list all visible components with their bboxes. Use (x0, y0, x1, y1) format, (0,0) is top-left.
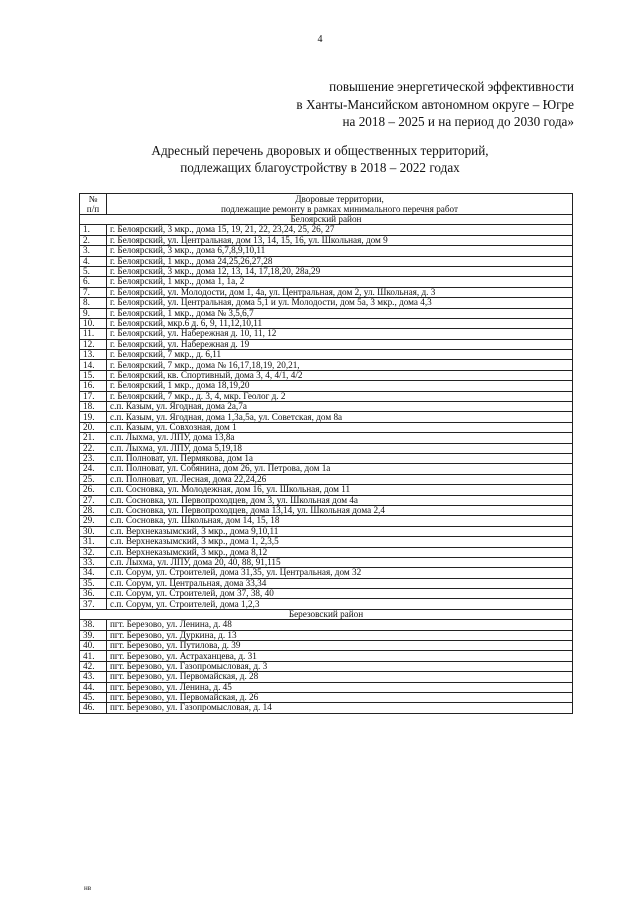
row-number: 10. (80, 318, 107, 328)
row-address: г. Белоярский, 3 мкр., дома 15, 19, 21, 22, 23,24, 25, 26, 27 (107, 225, 573, 235)
row-address: с.п. Лыхма, ул. ЛПУ, дома 5,19,18 (107, 443, 573, 453)
table-row (80, 453, 573, 463)
table-row (80, 661, 573, 671)
table-row (80, 682, 573, 692)
table-row (80, 298, 573, 308)
table-row (80, 568, 573, 578)
row-number: 42. (80, 661, 107, 671)
table-row (80, 277, 573, 287)
header-line: повышение энергетической эффективности (329, 79, 574, 94)
header-territory-line: подлежащие ремонту в рамках минимального перечня работ (220, 204, 459, 214)
row-address: пгт. Березово, ул. Первомайская, д. 28 (107, 672, 573, 682)
row-number: 27. (80, 495, 107, 505)
row-number: 38. (80, 620, 107, 630)
table-row (80, 474, 573, 484)
region-row (80, 215, 573, 225)
row-address: г. Белоярский, 1 мкр., дома № 3,5,6,7 (107, 308, 573, 318)
table-row (80, 485, 573, 495)
row-address: г. Белоярский, 7 мкр., д. 6,11 (107, 350, 573, 360)
row-address: пгт. Березово, ул. Газопромысловая, д. 14 (107, 703, 573, 713)
table-row (80, 651, 573, 661)
document-header (296, 78, 574, 131)
table-row (80, 391, 573, 401)
row-address: г. Белоярский, ул. Молодости, дом 1, 4а, ул. Центральная, дом 2, ул. Школьная, д. 3 (107, 287, 573, 297)
row-address: пгт. Березово, ул. Ленина, д. 48 (107, 620, 573, 630)
row-number: 14. (80, 360, 107, 370)
row-number: 7. (80, 287, 107, 297)
table-row (80, 641, 573, 651)
table-row (80, 630, 573, 640)
table-row (80, 225, 573, 235)
table-row (80, 381, 573, 391)
table-row (80, 266, 573, 276)
row-address: пгт. Березово, ул. Астраханцева, д. 31 (107, 651, 573, 661)
row-address: с.п. Полноват, ул. Лесная, дома 22,24,26 (107, 474, 573, 484)
table-row (80, 526, 573, 536)
row-number: 41. (80, 651, 107, 661)
row-number: 44. (80, 682, 107, 692)
row-address: г. Белоярский, 3 мкр., дома 12, 13, 14, 17,18,20, 28а,29 (107, 266, 573, 276)
table-header-row (80, 194, 573, 215)
table-row (80, 433, 573, 443)
table-row (80, 516, 573, 526)
row-address: г. Белоярский, 1 мкр., дома 18,19,20 (107, 381, 573, 391)
row-address: с.п. Верхнеказымский, 3 мкр., дома 9,10,11 (107, 526, 573, 536)
row-number: 26. (80, 485, 107, 495)
row-address: г. Белоярский, ул. Набережная д. 19 (107, 339, 573, 349)
row-number: 12. (80, 339, 107, 349)
table-row (80, 370, 573, 380)
table-row (80, 599, 573, 609)
row-number: 5. (80, 266, 107, 276)
table-row (80, 329, 573, 339)
page-number: 4 (317, 34, 323, 45)
table-row (80, 412, 573, 422)
row-number: 28. (80, 505, 107, 515)
table-row (80, 287, 573, 297)
row-address: пгт. Березово, ул. Ленина, д. 45 (107, 682, 573, 692)
row-address: с.п. Лыхма, ул. ЛПУ, дома 20, 40, 88, 91,115 (107, 557, 573, 567)
table-row (80, 537, 573, 547)
row-address: с.п. Сосновка, ул. Школьная, дом 14, 15, 18 (107, 516, 573, 526)
row-number: 9. (80, 308, 107, 318)
header-number-cell (80, 194, 107, 215)
row-address: с.п. Сорум, ул. Строителей, дома 31,35, ул. Центральная, дом 32 (107, 568, 573, 578)
row-number: 3. (80, 246, 107, 256)
row-number: 18. (80, 402, 107, 412)
table-row (80, 495, 573, 505)
table-row (80, 318, 573, 328)
table-row (80, 547, 573, 557)
row-number: 24. (80, 464, 107, 474)
table-row (80, 339, 573, 349)
header-number-line: № (88, 194, 98, 204)
table-row (80, 235, 573, 245)
row-number: 22. (80, 443, 107, 453)
table-row (80, 308, 573, 318)
row-number: 36. (80, 589, 107, 599)
row-number: 32. (80, 547, 107, 557)
region-row (80, 609, 573, 619)
table-row (80, 557, 573, 567)
row-address: г. Белоярский, 1 мкр., дома 24,25,26,27,28 (107, 256, 573, 266)
row-number: 33. (80, 557, 107, 567)
row-address: с.п. Верхнеказымский, 3 мкр., дома 1, 2,3,5 (107, 537, 573, 547)
address-table (79, 193, 573, 714)
row-address: с.п. Сосновка, ул. Первопроходцев, дома 13,14, ул. Школьная дома 2,4 (107, 505, 573, 515)
row-address: пгт. Березово, ул. Дуркина, д. 13 (107, 630, 573, 640)
title-line: Адресный перечень дворовых и общественных территорий, (151, 143, 489, 158)
table-row (80, 578, 573, 588)
row-number: 25. (80, 474, 107, 484)
row-number: 40. (80, 641, 107, 651)
row-address: пгт. Березово, ул. Первомайская, д. 26 (107, 692, 573, 702)
row-address: г. Белоярский, мкр.6 д. 6, 9, 11,12,10,11 (107, 318, 573, 328)
row-address: г. Белоярский, 3 мкр., дома 6,7,8,9,10,11 (107, 246, 573, 256)
table-row (80, 589, 573, 599)
header-line: на 2018 – 2025 и на период до 2030 года» (342, 114, 574, 129)
table-row (80, 505, 573, 515)
row-number: 1. (80, 225, 107, 235)
row-number: 19. (80, 412, 107, 422)
table-row (80, 443, 573, 453)
row-number: 34. (80, 568, 107, 578)
table-row (80, 360, 573, 370)
row-address: с.п. Казым, ул. Ягодная, дома 2а,7а (107, 402, 573, 412)
row-number: 6. (80, 277, 107, 287)
header-line: в Ханты-Мансийском автономном округе – Югре (296, 96, 574, 112)
region-name: Березовский район (80, 609, 573, 619)
table-row (80, 703, 573, 713)
row-address: пгт. Березово, ул. Газопромысловая, д. 3 (107, 661, 573, 671)
row-address: с.п. Сосновка, ул. Молодежная, дом 16, ул. Школьная, дом 11 (107, 485, 573, 495)
row-number: 31. (80, 537, 107, 547)
header-territory-cell (107, 194, 573, 215)
row-address: с.п. Полноват, ул. Пермякова, дом 1а (107, 453, 573, 463)
row-number: 11. (80, 329, 107, 339)
row-number: 35. (80, 578, 107, 588)
header-number-line: п/п (86, 204, 100, 214)
table-row (80, 672, 573, 682)
region-name: Белоярский район (80, 215, 573, 225)
row-number: 13. (80, 350, 107, 360)
row-address: г. Белоярский, 7 мкр., д. 3, 4, мкр. Геолог д. 2 (107, 391, 573, 401)
row-address: с.п. Лыхма, ул. ЛПУ, дома 13,8а (107, 433, 573, 443)
row-number: 4. (80, 256, 107, 266)
document-title (0, 142, 640, 176)
row-number: 21. (80, 433, 107, 443)
row-address: г. Белоярский, 7 мкр., дома № 16,17,18,19, 20,21, (107, 360, 573, 370)
table-row (80, 256, 573, 266)
row-number: 17. (80, 391, 107, 401)
row-number: 29. (80, 516, 107, 526)
row-number: 37. (80, 599, 107, 609)
row-address: пгт. Березово, ул. Путилова, д. 39 (107, 641, 573, 651)
row-address: г. Белоярский, ул. Центральная, дома 5,1 и ул. Молодости, дом 5а, 3 мкр., дома 4,3 (107, 298, 573, 308)
row-address: с.п. Сорум, ул. Строителей, дом 37, 38, 40 (107, 589, 573, 599)
row-address: с.п. Сорум, ул. Строителей, дома 1,2,3 (107, 599, 573, 609)
table-row (80, 246, 573, 256)
row-number: 2. (80, 235, 107, 245)
row-address: г. Белоярский, 1 мкр., дома 1, 1а, 2 (107, 277, 573, 287)
row-number: 8. (80, 298, 107, 308)
table-body (80, 215, 573, 714)
table-row (80, 402, 573, 412)
row-number: 46. (80, 703, 107, 713)
row-number: 45. (80, 692, 107, 702)
row-number: 16. (80, 381, 107, 391)
row-number: 43. (80, 672, 107, 682)
row-number: 23. (80, 453, 107, 463)
row-address: г. Белоярский, ул. Центральная, дом 13, 14, 15, 16, ул. Школьная, дом 9 (107, 235, 573, 245)
row-address: с.п. Казым, ул. Ягодная, дома 1,3а,5а, ул. Советская, дом 8а (107, 412, 573, 422)
row-address: с.п. Сорум, ул. Центральная, дома 33,34 (107, 578, 573, 588)
row-address: с.п. Верхнеказымский, 3 мкр., дома 8,12 (107, 547, 573, 557)
row-address: г. Белоярский, кв. Спортивный, дома 3, 4, 4/1, 4/2 (107, 370, 573, 380)
table-row (80, 692, 573, 702)
row-address: с.п. Полноват, ул. Собянина, дом 26, ул. Петрова, дом 1а (107, 464, 573, 474)
row-number: 39. (80, 630, 107, 640)
header-territory-line: Дворовые территории, (295, 194, 384, 204)
row-address: с.п. Казым, ул. Совхозная, дом 1 (107, 422, 573, 432)
table-row (80, 350, 573, 360)
row-address: г. Белоярский, ул. Набережная д. 10, 11, 12 (107, 329, 573, 339)
row-address: с.п. Сосновка, ул. Первопроходцев, дом 3, ул. Школьная дом 4а (107, 495, 573, 505)
table-row (80, 620, 573, 630)
row-number: 30. (80, 526, 107, 536)
table-row (80, 464, 573, 474)
row-number: 20. (80, 422, 107, 432)
footer-mark: нв (84, 884, 92, 892)
table-row (80, 422, 573, 432)
title-line: подлежащих благоустройству в 2018 – 2022 годах (180, 160, 460, 175)
row-number: 15. (80, 370, 107, 380)
